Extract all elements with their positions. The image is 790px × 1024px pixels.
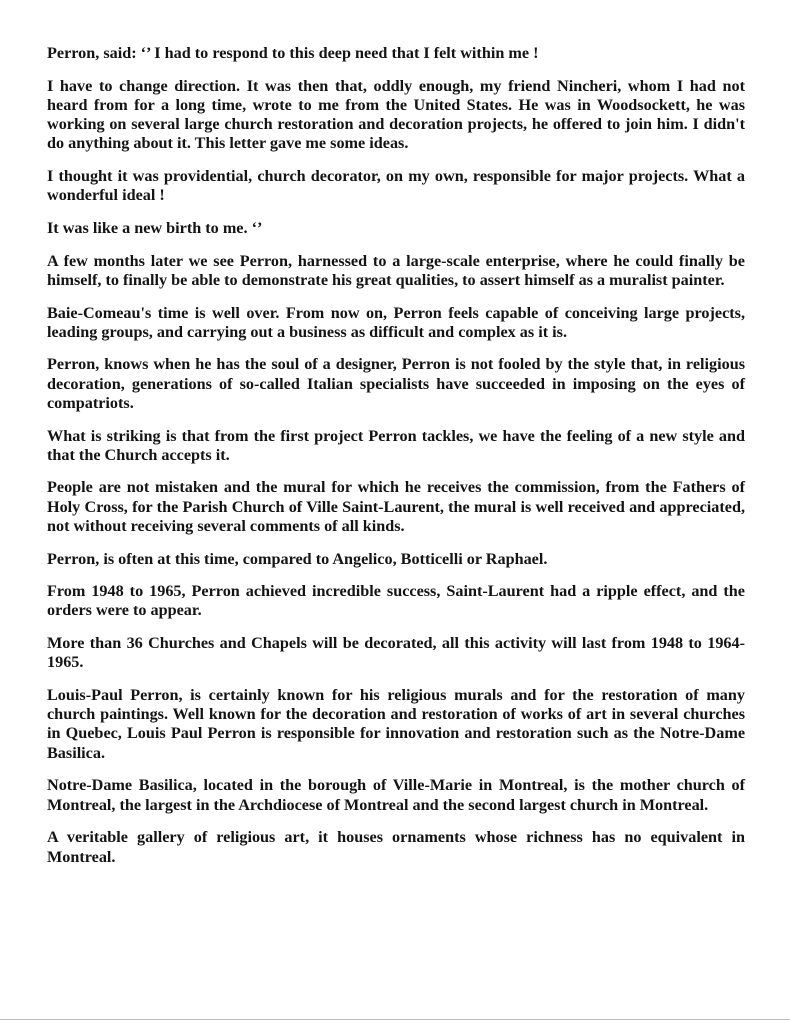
paragraph: More than 36 Churches and Chapels will be decorated, all this activity will last from 1948 to 1964-1965. (47, 634, 745, 672)
paragraph: Notre-Dame Basilica, located in the borough of Ville-Marie in Montreal, is the mother church of Montreal, the largest in the Archdiocese of Montreal and the second largest church in Montreal. (47, 776, 745, 814)
paragraph: Perron, knows when he has the soul of a designer, Perron is not fooled by the style that, in religious decoration, generations of so-called Italian specialists have succeeded in imposing on the eyes of compatriots. (47, 355, 745, 412)
paragraph: Louis-Paul Perron, is certainly known for his religious murals and for the restoration of many church paintings. Well known for the decoration and restoration of works of art in several churches in Quebec, Louis Paul Perron is responsible for innovation and restoration such as the Notre-Dame Basilica. (47, 686, 745, 762)
document-page (47, 44, 745, 880)
paragraph: I thought it was providential, church decorator, on my own, responsible for major projects. What a wonderful ideal ! (47, 167, 745, 205)
paragraph: I have to change direction. It was then that, oddly enough, my friend Nincheri, whom I had not heard from for a long time, wrote to me from the United States. He was in Woodsockett, he was working on several large church restoration and decoration projects, he offered to join him. I didn't do anything about it. This letter gave me some ideas. (47, 76, 745, 153)
paragraph: A few months later we see Perron, harnessed to a large-scale enterprise, where he could finally be himself, to finally be able to demonstrate his great qualities, to assert himself as a muralist painter. (47, 251, 745, 289)
paragraph: Perron, said: ‘’ I had to respond to this deep need that I felt within me ! (47, 44, 539, 62)
paragraph: What is striking is that from the first project Perron tackles, we have the feeling of a new style and that the Church accepts it. (47, 426, 745, 464)
paragraph: A veritable gallery of religious art, it houses ornaments whose richness has no equivalent in Montreal. (47, 828, 745, 866)
paragraph: From 1948 to 1965, Perron achieved incredible success, Saint-Laurent had a ripple effect, and the orders were to appear. (47, 582, 745, 620)
paragraph: People are not mistaken and the mural for which he receives the commission, from the Fathers of Holy Cross, for the Parish Church of Ville Saint-Laurent, the mural is well received and appreciated, not without receiving several comments of all kinds. (47, 478, 745, 535)
paragraph: It was like a new birth to me. ‘’ (47, 218, 263, 237)
page-bottom-divider (0, 1019, 790, 1020)
paragraph: Perron, is often at this time, compared to Angelico, Botticelli or Raphael. (47, 549, 548, 568)
paragraph: Baie-Comeau's time is well over. From now on, Perron feels capable of conceiving large projects, leading groups, and carrying out a business as difficult and complex as it is. (47, 303, 745, 341)
